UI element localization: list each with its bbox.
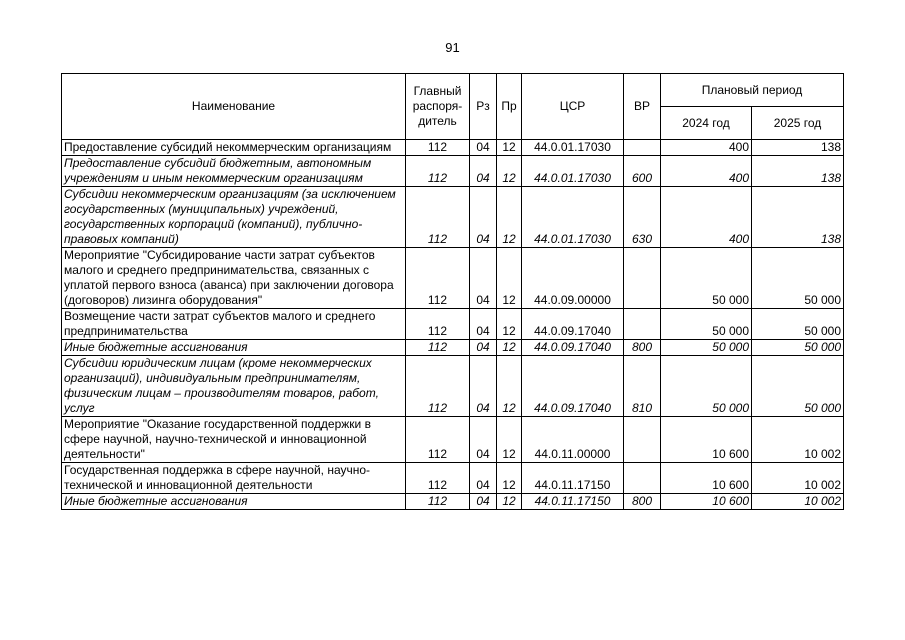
cell-2024: 10 600 xyxy=(661,463,752,494)
table-body xyxy=(62,140,844,510)
cell-csr: 44.0.11.17150 xyxy=(522,463,624,494)
cell-2025: 138 xyxy=(752,140,844,156)
cell-rz: 04 xyxy=(470,187,497,248)
table-row xyxy=(62,187,844,248)
cell-admin: 112 xyxy=(406,248,470,309)
cell-csr: 44.0.09.17040 xyxy=(522,309,624,340)
table-row xyxy=(62,417,844,463)
header-admin: Главный распоря-дитель xyxy=(406,74,470,140)
cell-name: Возмещение части затрат субъектов малого и среднего предпринимательства xyxy=(62,309,406,340)
cell-name: Государственная поддержка в сфере научной, научно-технической и инновационной деятельности xyxy=(62,463,406,494)
cell-name: Субсидии некоммерческим организациям (за исключением государственных (муниципальных) учреждений, государственных корпораций (компаний), публично-правовых компаний) xyxy=(62,187,406,248)
cell-2024: 50 000 xyxy=(661,309,752,340)
cell-pr: 12 xyxy=(497,248,522,309)
cell-2024: 50 000 xyxy=(661,356,752,417)
header-vr: ВР xyxy=(624,74,661,140)
cell-admin: 112 xyxy=(406,494,470,510)
cell-csr: 44.0.01.17030 xyxy=(522,156,624,187)
cell-2025: 50 000 xyxy=(752,340,844,356)
cell-2025: 10 002 xyxy=(752,417,844,463)
cell-csr: 44.0.01.17030 xyxy=(522,187,624,248)
cell-admin: 112 xyxy=(406,309,470,340)
cell-admin: 112 xyxy=(406,356,470,417)
cell-rz: 04 xyxy=(470,417,497,463)
cell-pr: 12 xyxy=(497,340,522,356)
cell-2024: 400 xyxy=(661,156,752,187)
cell-vr: 630 xyxy=(624,187,661,248)
cell-name: Иные бюджетные ассигнования xyxy=(62,340,406,356)
cell-2024: 50 000 xyxy=(661,340,752,356)
cell-pr: 12 xyxy=(497,309,522,340)
cell-rz: 04 xyxy=(470,463,497,494)
cell-vr: 800 xyxy=(624,340,661,356)
cell-vr xyxy=(624,463,661,494)
cell-vr xyxy=(624,309,661,340)
table-row xyxy=(62,248,844,309)
cell-name: Субсидии юридическим лицам (кроме некоммерческих организаций), индивидуальным предпринимателям, физическим лицам – производителям товаров, работ, услуг xyxy=(62,356,406,417)
cell-admin: 112 xyxy=(406,340,470,356)
cell-rz: 04 xyxy=(470,494,497,510)
cell-pr: 12 xyxy=(497,417,522,463)
table-row xyxy=(62,494,844,510)
table-row xyxy=(62,340,844,356)
cell-name: Мероприятие "Оказание государственной поддержки в сфере научной, научно-технической и инновационной деятельности" xyxy=(62,417,406,463)
cell-csr: 44.0.09.00000 xyxy=(522,248,624,309)
cell-rz: 04 xyxy=(470,140,497,156)
table-row xyxy=(62,309,844,340)
cell-pr: 12 xyxy=(497,156,522,187)
cell-name: Иные бюджетные ассигнования xyxy=(62,494,406,510)
cell-vr xyxy=(624,417,661,463)
cell-name: Предоставление субсидий бюджетным, автономным учреждениям и иным некоммерческим организациям xyxy=(62,156,406,187)
cell-admin: 112 xyxy=(406,417,470,463)
cell-pr: 12 xyxy=(497,356,522,417)
header-year-2025: 2025 год xyxy=(752,107,844,140)
cell-vr xyxy=(624,248,661,309)
cell-rz: 04 xyxy=(470,248,497,309)
header-planning-period: Плановый период xyxy=(661,74,844,107)
cell-2024: 50 000 xyxy=(661,248,752,309)
table-row xyxy=(62,356,844,417)
cell-2025: 138 xyxy=(752,156,844,187)
cell-pr: 12 xyxy=(497,494,522,510)
cell-csr: 44.0.11.17150 xyxy=(522,494,624,510)
cell-csr: 44.0.09.17040 xyxy=(522,340,624,356)
cell-admin: 112 xyxy=(406,156,470,187)
cell-2025: 10 002 xyxy=(752,463,844,494)
cell-2025: 50 000 xyxy=(752,309,844,340)
cell-admin: 112 xyxy=(406,140,470,156)
cell-rz: 04 xyxy=(470,309,497,340)
cell-vr: 800 xyxy=(624,494,661,510)
header-pr: Пр xyxy=(497,74,522,140)
table-header xyxy=(62,74,844,140)
cell-pr: 12 xyxy=(497,140,522,156)
header-year-2024: 2024 год xyxy=(661,107,752,140)
cell-csr: 44.0.01.17030 xyxy=(522,140,624,156)
cell-2025: 10 002 xyxy=(752,494,844,510)
table-row xyxy=(62,156,844,187)
budget-table xyxy=(61,73,844,510)
cell-csr: 44.0.09.17040 xyxy=(522,356,624,417)
cell-2024: 10 600 xyxy=(661,417,752,463)
cell-vr: 600 xyxy=(624,156,661,187)
cell-2024: 400 xyxy=(661,140,752,156)
header-name: Наименование xyxy=(62,74,406,140)
page-number: 91 xyxy=(445,40,460,55)
header-rz: Рз xyxy=(470,74,497,140)
cell-csr: 44.0.11.00000 xyxy=(522,417,624,463)
cell-2025: 50 000 xyxy=(752,248,844,309)
table-row xyxy=(62,140,844,156)
cell-vr: 810 xyxy=(624,356,661,417)
header-csr: ЦСР xyxy=(522,74,624,140)
table-row xyxy=(62,463,844,494)
cell-name: Мероприятие "Субсидирование части затрат субъектов малого и среднего предпринимательства, связанных с уплатой первого взноса (аванса) при заключении договора (договоров) лизинга оборудования" xyxy=(62,248,406,309)
cell-vr xyxy=(624,140,661,156)
cell-name: Предоставление субсидий некоммерческим организациям xyxy=(62,140,406,156)
cell-rz: 04 xyxy=(470,340,497,356)
cell-pr: 12 xyxy=(497,463,522,494)
cell-admin: 112 xyxy=(406,187,470,248)
cell-2025: 50 000 xyxy=(752,356,844,417)
cell-admin: 112 xyxy=(406,463,470,494)
cell-2024: 400 xyxy=(661,187,752,248)
cell-rz: 04 xyxy=(470,156,497,187)
cell-2024: 10 600 xyxy=(661,494,752,510)
cell-rz: 04 xyxy=(470,356,497,417)
cell-2025: 138 xyxy=(752,187,844,248)
cell-pr: 12 xyxy=(497,187,522,248)
